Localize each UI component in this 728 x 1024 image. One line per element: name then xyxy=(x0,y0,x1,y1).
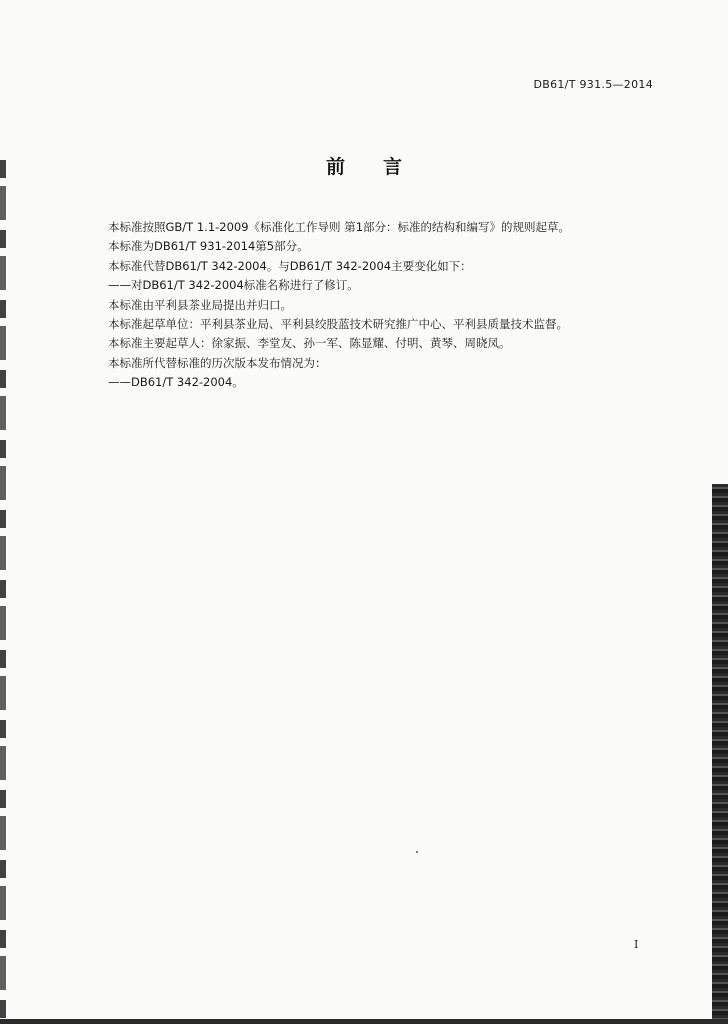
page-number: I xyxy=(634,938,639,951)
paragraph: 本标准主要起草人：徐家振、李堂友、孙一军、陈显耀、付明、黄琴、周晓凤。 xyxy=(108,336,511,351)
paragraph: 本标准由平利县茶业局提出并归口。 xyxy=(108,297,292,312)
document-code: DB61/T 931.5—2014 xyxy=(533,78,653,91)
scan-edge-bottom xyxy=(0,1019,728,1024)
scan-edge-left xyxy=(0,160,6,1024)
scan-edge-right xyxy=(712,484,728,1024)
page-title: 前言 xyxy=(325,156,440,178)
foreword-body xyxy=(108,218,648,393)
paragraph: 本标准起草单位：平利县茶业局、平利县绞股蓝技术研究推广中心、平利县质量技术监督。 xyxy=(108,316,568,331)
paragraph: 本标准代替DB61/T 342-2004。与DB61/T 342-2004主要变化如下： xyxy=(108,258,472,273)
paragraph: ——DB61/T 342-2004。 xyxy=(108,375,244,390)
scan-speck xyxy=(416,851,418,853)
paragraph: 本标准按照GB/T 1.1-2009《标准化工作导则 第1部分：标准的结构和编写》的规则起草。 xyxy=(108,220,571,234)
paragraph: 本标准为DB61/T 931-2014第5部分。 xyxy=(108,239,309,254)
paragraph: ——对DB61/T 342-2004标准名称进行了修订。 xyxy=(108,278,359,293)
paragraph: 本标准所代替标准的历次版本发布情况为： xyxy=(108,355,327,370)
